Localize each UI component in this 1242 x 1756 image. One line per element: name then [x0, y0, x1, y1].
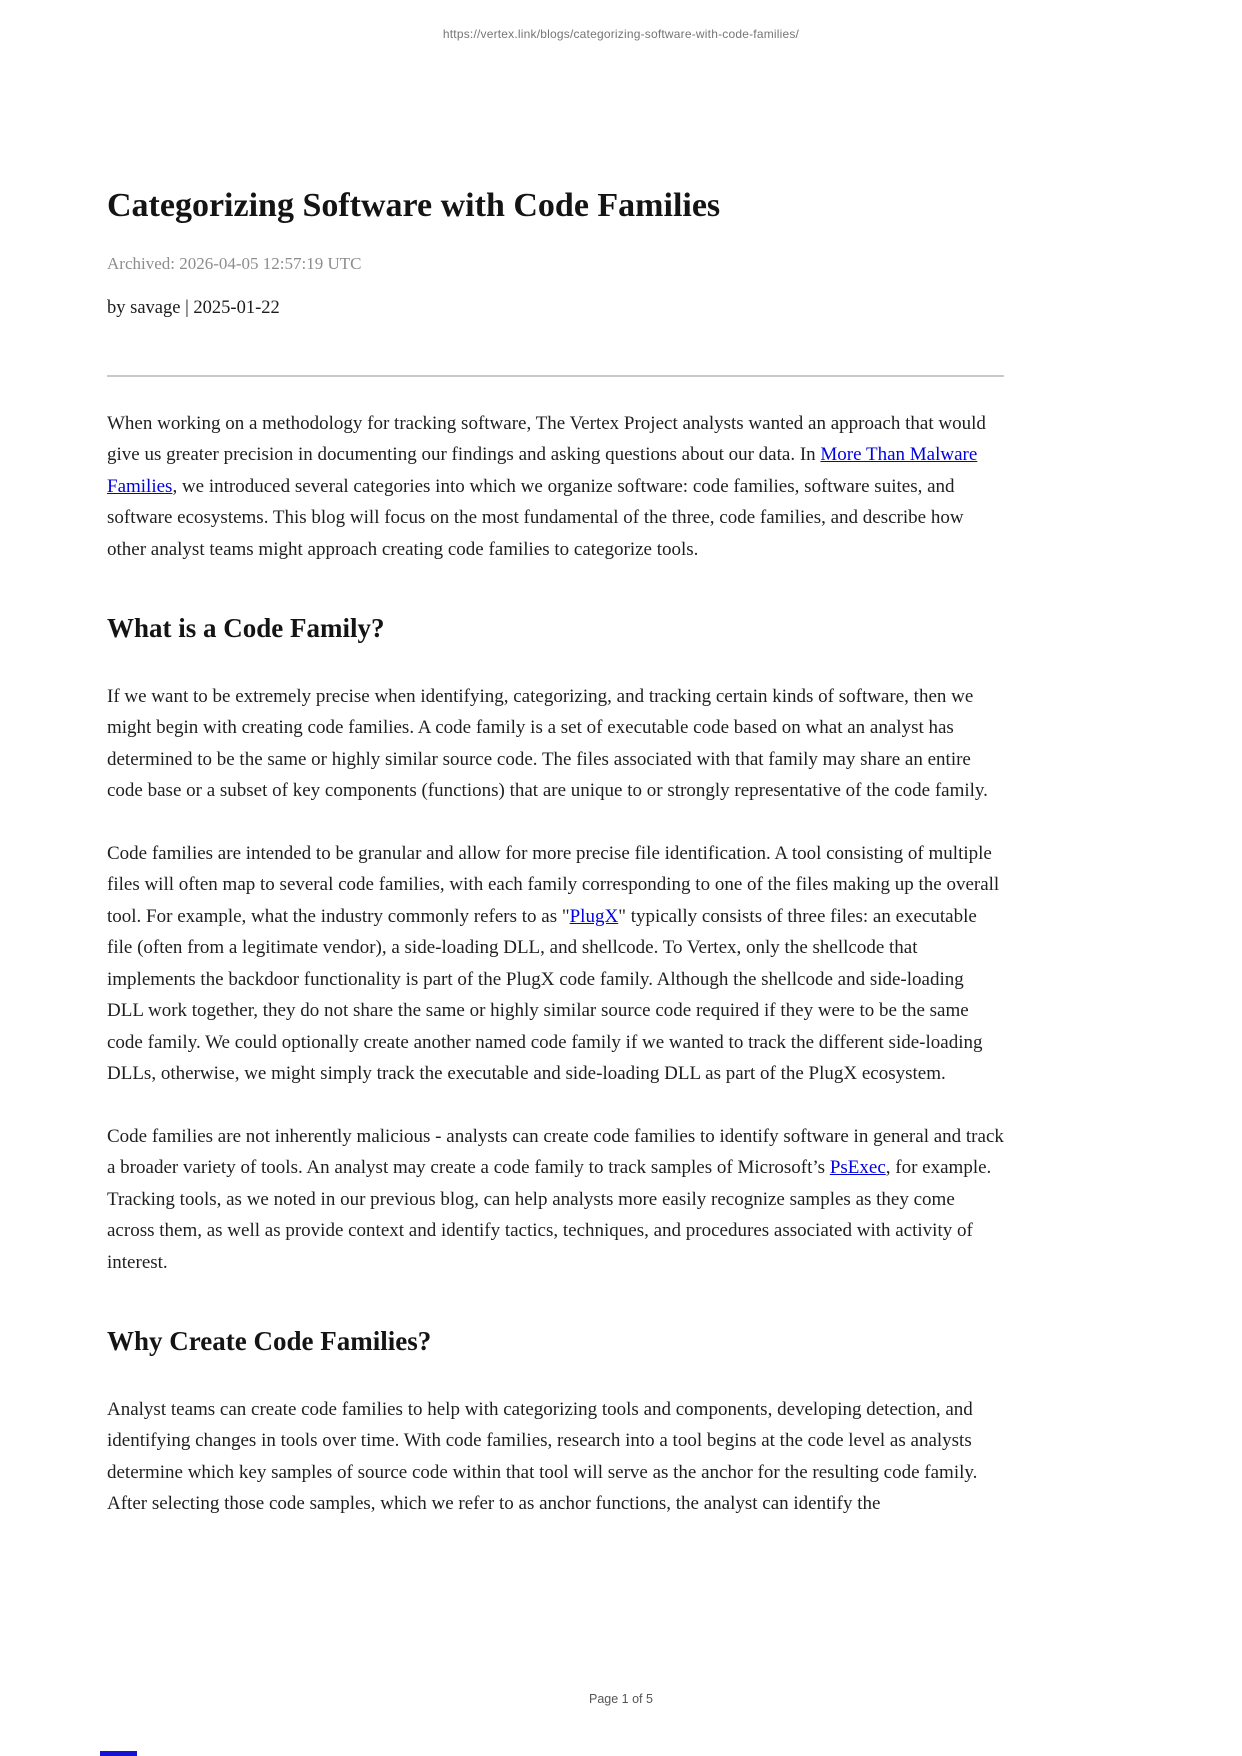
page-title: Categorizing Software with Code Families: [107, 187, 721, 224]
header-divider: [107, 375, 1004, 377]
paragraph: [107, 838, 1004, 1090]
section-heading: What is a Code Family?: [107, 613, 385, 644]
text-run: , we introduced several categories into which we organize software: code families, software suites, and software ecosystems. This blog will focus on the most fundamental of the three, code families, and describe how other analyst teams might approach creating code families to categorize tools.: [107, 475, 964, 560]
paragraph: [107, 1394, 1004, 1520]
article-page: [107, 0, 1004, 1551]
text-run: If we want to be extremely precise when identifying, categorizing, and tracking certain kinds of software, then we might begin with creating code families. A code family is a set of executable code based on what an analyst has determined to be the same or highly similar source code. The files associated with that family may share an entire code base or a subset of key components (functions) that are unique to or strongly representative of the code family.: [107, 685, 988, 802]
text-run: Code families are not inherently malicious - analysts can create code families to identify software in general and track a broader variety of tools. An analyst may create a code family to track samples of Microsoft’s: [107, 1125, 1004, 1179]
text-run: , for example. Tracking tools, as we noted in our previous blog, can help analysts more easily recognize samples as they come across them, as well as provide context and identify tactics, techniques, and procedures associated with activity of interest.: [107, 1157, 992, 1273]
page-number-footer: Page 1 of 5: [589, 1692, 653, 1706]
byline: by savage | 2025-01-22: [107, 297, 280, 318]
text-run: When working on a methodology for tracking software, The Vertex Project analysts wanted an approach that would give us greater precision in documenting our findings and asking questions about our data. In: [107, 412, 986, 466]
text-run: Analyst teams can create code families to help with categorizing tools and components, developing detection, and identifying changes in tools over time. With code families, research into a tool begins at the code level as analysts determine which key samples of source code within that tool will serve as the anchor for the resulting code family. After selecting those code samples, which we refer to as anchor functions, the analyst can identify the: [107, 1398, 978, 1515]
archive-url-header: https://vertex.link/blogs/categorizing-software-with-code-families/: [442, 27, 800, 41]
text-run: " typically consists of three files: an executable file (often from a legitimate vendor), a side-loading DLL, and shellcode. To Vertex, only the shellcode that implements the backdoor functionality is part of the PlugX code family. Although the shellcode and side-loading DLL work together, they do not share the same or highly similar source code required if they were to be the same code family. We could optionally create another named code family if we wanted to track the different side-loading DLLs, otherwise, we might simply track the executable and side-loading DLL as part of the PlugX ecosystem.: [107, 905, 983, 1085]
paragraph: [107, 1121, 1004, 1279]
cutoff-link-fragment: [100, 1751, 137, 1756]
link-more-than-malware-families[interactable]: More Than Malware Families: [107, 444, 978, 497]
archived-timestamp: Archived: 2026-04-05 12:57:19 UTC: [107, 253, 362, 273]
paragraph: [107, 681, 1004, 807]
link-plugx[interactable]: PlugX: [569, 905, 619, 927]
section-heading: Why Create Code Families?: [107, 1326, 432, 1357]
link-psexec[interactable]: PsExec: [829, 1157, 886, 1179]
paragraph: [107, 408, 1004, 566]
text-run: Code families are intended to be granular and allow for more precise file identification. A tool consisting of multiple files will often map to several code families, with each family corresponding to one of the files making up the overall tool. For example, what the industry commonly refers to as ": [107, 842, 1000, 927]
article-content: [107, 408, 1004, 1520]
